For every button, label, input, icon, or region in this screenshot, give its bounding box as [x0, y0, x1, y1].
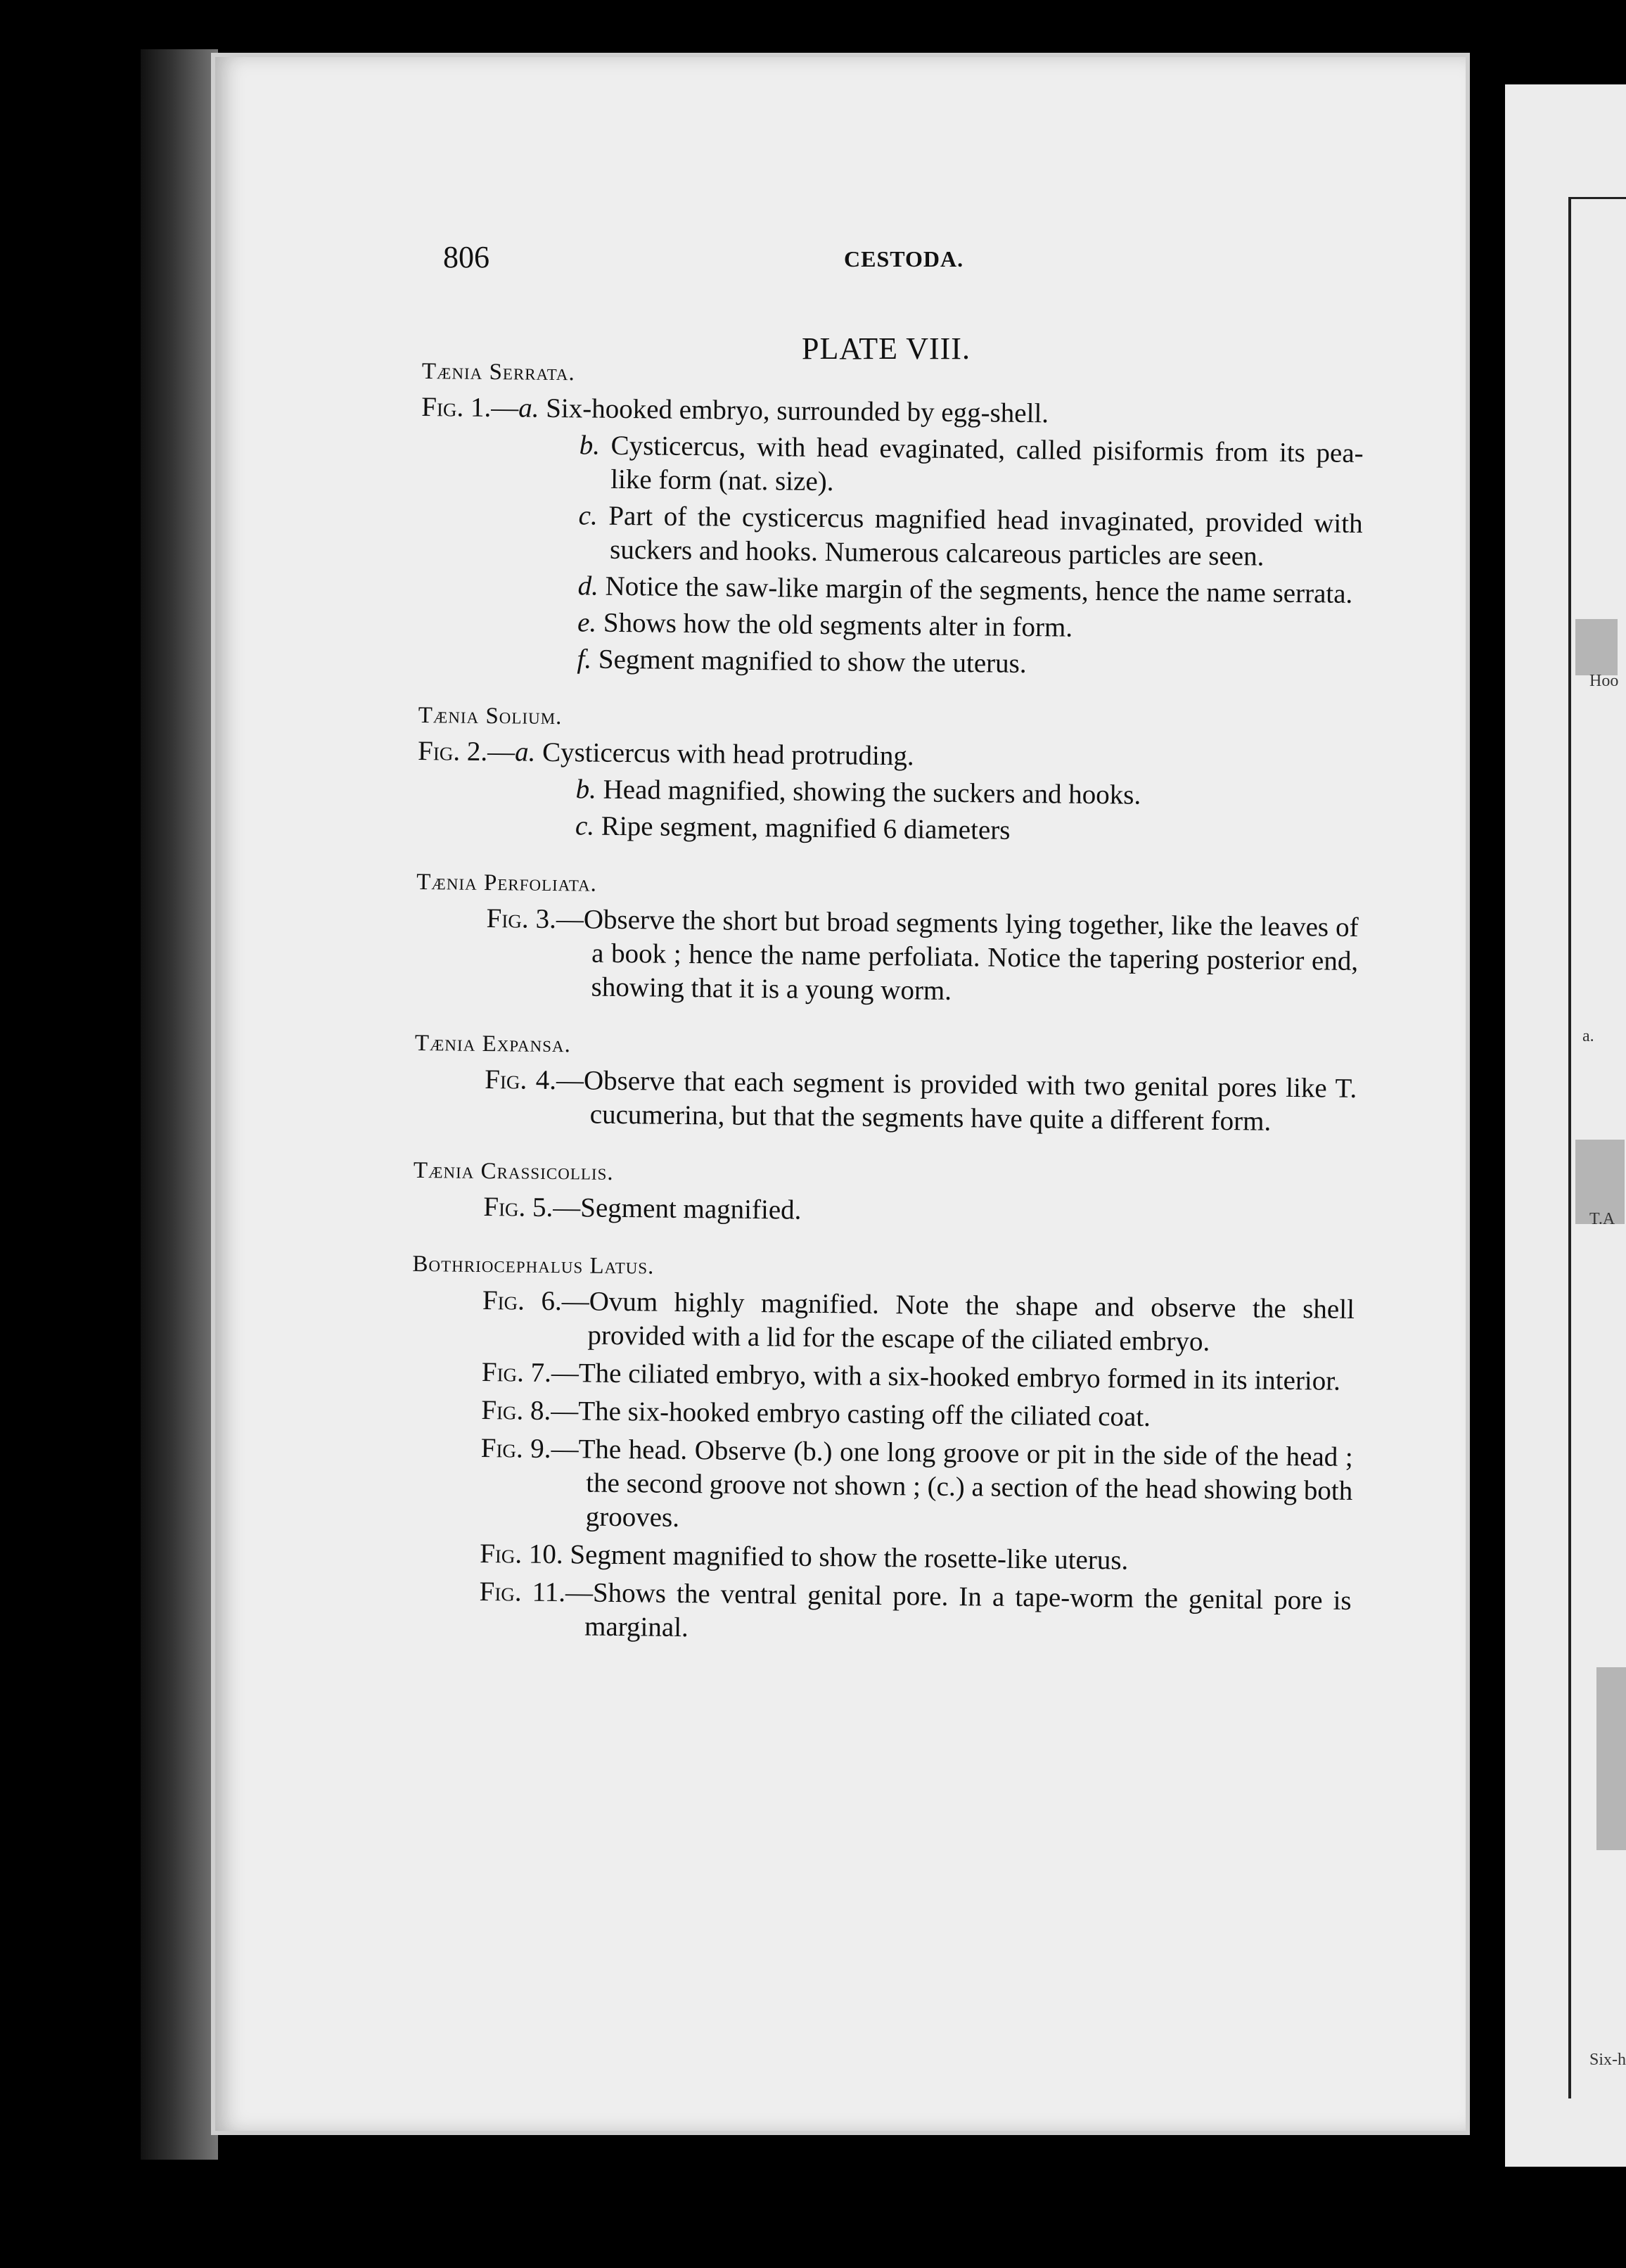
figure-entry: [445, 1431, 1353, 1542]
item-text: Cysticercus, with head evaginated, called pisiformis from its pea-like form (nat. size).: [610, 430, 1364, 497]
facing-page-label: Six-h: [1589, 2051, 1626, 2069]
figure-item: [420, 497, 1363, 575]
figure-text: Shows the ventral genital pore. In a tape-worm the genital pore is marginal.: [584, 1577, 1352, 1643]
book-binding: [141, 49, 218, 2160]
section-title: Tænia Crassicollis.: [413, 1157, 614, 1185]
figure-item: [419, 604, 1362, 648]
figure-text: Observe the short but broad segments lying together, like the leaves of a book ; hence the name perfoliata. Notice the tapering posterior end, showing that it is a young worm.: [583, 904, 1359, 1006]
figure-entry: [450, 901, 1358, 1012]
item-text: Segment magnified to show the uterus.: [598, 644, 1027, 680]
figure-text: Observe that each segment is provided with two genital pores like T. cucumerina, but that the segments have quite a different form.: [583, 1065, 1357, 1137]
item-letter: a.: [518, 393, 539, 423]
item-text: Six-hooked embryo, surrounded by egg-shell.: [545, 393, 1049, 429]
page-number: 806: [443, 240, 489, 274]
figure-item: [417, 808, 1359, 851]
figure-text: Segment magnified.: [580, 1192, 802, 1225]
em-dash: —: [490, 393, 519, 423]
section-title: Tænia Expansa.: [414, 1030, 572, 1058]
legend-section: [415, 869, 1359, 1012]
em-dash: —: [551, 1434, 579, 1465]
figure-text: The six-hooked embryo casting off the ciliated coat.: [578, 1396, 1151, 1432]
facing-page-edge: [1505, 84, 1626, 2167]
legend-section: [414, 1031, 1357, 1140]
em-dash: —: [553, 1192, 581, 1223]
item-letter: d.: [577, 571, 599, 601]
item-text: Shows how the old segments alter in form.: [603, 607, 1073, 643]
page-header: [443, 239, 1357, 281]
figure-entry: [448, 1190, 1355, 1233]
figure-item: [421, 427, 1364, 504]
legend-section: [409, 1251, 1355, 1652]
item-letter: c.: [575, 810, 595, 841]
figure-label: Fig. 4.: [485, 1064, 557, 1096]
legend-section: [417, 703, 1361, 851]
item-letter: e.: [577, 607, 597, 638]
item-letter: c.: [578, 500, 598, 531]
section-title: Tænia Solium.: [418, 702, 563, 730]
item-text: Part of the cysticercus magnified head invaginated, provided with suckers and hooks. Numerous calcareous particles are seen.: [608, 500, 1363, 572]
em-dash: —: [487, 737, 516, 767]
facing-page-drawing: [1575, 619, 1618, 675]
figure-label: Fig. 11.: [479, 1576, 566, 1608]
section-title: Tænia Serrata.: [421, 359, 575, 386]
plate-title: PLATE VIII.: [802, 331, 971, 366]
figure-item: [417, 771, 1359, 815]
facing-page-label: Hoo: [1589, 672, 1619, 690]
em-dash: —: [565, 1577, 594, 1608]
section-title: Bothriocephalus Latus.: [412, 1251, 655, 1280]
figure-label: Fig. 9.: [480, 1432, 551, 1465]
em-dash: —: [556, 904, 584, 935]
facing-page-label: T.A: [1589, 1210, 1615, 1228]
item-text: Ripe segment, magnified 6 diameters: [601, 810, 1011, 846]
figure-item: [419, 568, 1362, 611]
item-text: Cysticercus with head protruding.: [542, 737, 914, 772]
figure-label: Fig. 2.: [417, 735, 488, 767]
item-letter: b.: [579, 430, 601, 461]
em-dash: —: [561, 1286, 589, 1317]
figure-text: The head. Observe (b.) one long groove or pit in the side of the head ; the second groove not shown ; (c.) a section of the head showing both grooves.: [578, 1434, 1353, 1533]
item-text: Notice the saw-like margin of the segments, hence the name serrata.: [605, 571, 1353, 609]
figure-label: Fig. 1.: [421, 391, 492, 423]
figure-label: Fig. 8.: [481, 1394, 551, 1427]
figure-label: Fig. 3.: [486, 903, 557, 935]
em-dash: —: [551, 1358, 580, 1389]
plate-legend: [409, 359, 1364, 1656]
figure-label: Fig. 6.: [482, 1285, 562, 1317]
section-title: Tænia Perfoliata.: [416, 869, 598, 897]
item-text: Head magnified, showing the suckers and hooks.: [603, 774, 1141, 810]
figure-entry: [447, 1355, 1354, 1399]
facing-page-label: a.: [1582, 1027, 1594, 1045]
running-head: CESTODA.: [844, 246, 964, 272]
figure-entry: [446, 1393, 1353, 1436]
figure-label: Fig. 10.: [479, 1538, 563, 1570]
figure-label: Fig. 7.: [481, 1356, 552, 1389]
item-letter: a.: [514, 737, 536, 767]
figure-entry: [447, 1283, 1355, 1361]
figure-text: The ciliated embryo, with a six-hooked embryo formed in its interior.: [578, 1358, 1341, 1396]
figure-item: [421, 390, 1364, 434]
figure-text: Ovum highly magnified. Note the shape and observe the shell provided with a lid for the escape of the ciliated embryo.: [587, 1286, 1355, 1357]
figure-entry: [444, 1574, 1352, 1652]
item-letter: b.: [575, 774, 597, 805]
figure-entry: [449, 1062, 1357, 1140]
legend-section: [418, 359, 1364, 684]
figure-item: [418, 734, 1360, 778]
em-dash: —: [556, 1065, 584, 1096]
figure-text: Segment magnified to show the rosette-like uterus.: [570, 1539, 1129, 1576]
figure-entry: [444, 1536, 1352, 1580]
legend-section: [413, 1158, 1356, 1233]
item-letter: f.: [577, 644, 592, 675]
facing-page-drawing: [1596, 1667, 1626, 1850]
em-dash: —: [551, 1396, 579, 1427]
figure-label: Fig. 5.: [483, 1191, 553, 1223]
figure-item: [418, 641, 1361, 684]
